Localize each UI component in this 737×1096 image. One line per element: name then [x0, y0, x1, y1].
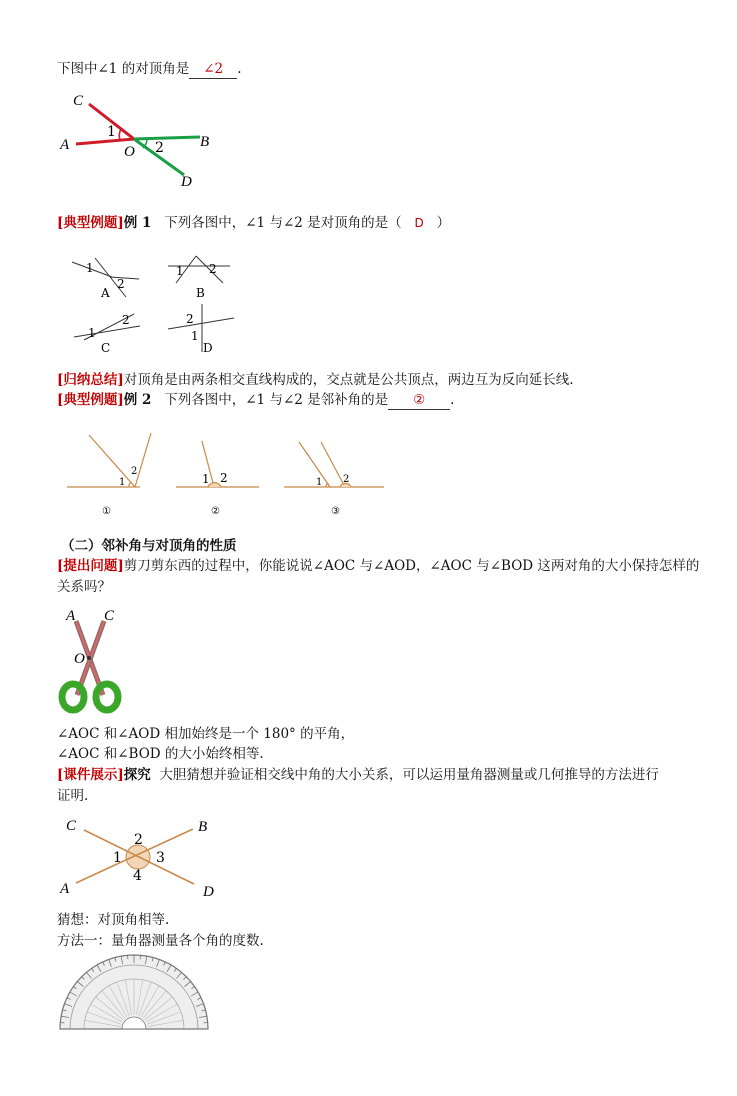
svg-text:2: 2 — [131, 466, 138, 477]
svg-text:1: 1 — [191, 329, 199, 343]
question-scissors-line2: 关系吗？ — [57, 579, 111, 595]
label-angle4: 4 — [133, 868, 142, 884]
svg-text:1: 1 — [88, 326, 96, 340]
answer-angle2: ∠2 — [203, 61, 224, 77]
label-D: D — [181, 174, 192, 190]
svg-text:1: 1 — [202, 472, 210, 486]
answer-2: ② — [413, 392, 426, 408]
svg-text:2: 2 — [122, 313, 130, 327]
result-line2: ∠AOC 和∠BOD 的大小始终相等. — [57, 746, 264, 762]
result-line1: ∠AOC 和∠AOD 相加始终是一个 180° 的平角， — [57, 726, 355, 742]
svg-text:2: 2 — [117, 277, 125, 291]
label-angle2: 2 — [134, 832, 143, 848]
question-vertical-angle: 下图中∠1 的对顶角是 ∠2 . — [57, 61, 242, 77]
label-D: D — [203, 884, 214, 900]
svg-text:1: 1 — [316, 477, 323, 488]
option-C: C — [101, 341, 111, 355]
label-A: A — [66, 608, 76, 624]
label-angle2: 2 — [155, 140, 164, 156]
example2: [典型例题]例 2 下列各图中，∠1 与∠2 是邻补角的是 ② . — [57, 392, 455, 408]
label-angle1: 1 — [107, 124, 116, 140]
guess: 猜想：对顶角相等. — [57, 912, 170, 928]
svg-text:1: 1 — [119, 477, 126, 488]
demo-line2: 证明. — [57, 788, 89, 804]
svg-text:2: 2 — [343, 474, 350, 485]
option-A: A — [101, 286, 110, 300]
summary: [归纳总结]对顶角是由两条相交直线构成的，交点就是公共顶点，两边互为反向延长线. — [57, 372, 574, 388]
caption-3: ③ — [331, 506, 340, 517]
label-O: O — [124, 144, 135, 160]
option-D: D — [203, 341, 213, 355]
question-scissors: [提出问题]剪刀剪东西的过程中，你能说说∠AOC 与∠AOD，∠AOC 与∠BOD 这两对角的大小保持怎样的 — [57, 558, 700, 574]
section-title: （二）邻补角与对顶角的性质 — [61, 538, 237, 554]
label-C: C — [73, 93, 84, 109]
caption-1: ① — [102, 506, 111, 517]
label-B: B — [200, 134, 210, 150]
caption-2: ② — [211, 506, 220, 517]
svg-text:2: 2 — [209, 262, 217, 276]
label-D: D — [67, 693, 78, 708]
method: 方法一：量角器测量各个角的度数. — [57, 933, 264, 949]
option-B: B — [196, 286, 205, 300]
label-angle3: 3 — [156, 850, 165, 866]
answer-D: D — [414, 216, 424, 230]
svg-text:1: 1 — [176, 264, 184, 278]
svg-text:2: 2 — [220, 471, 228, 485]
example1: [典型例题]例 1 下列各图中，∠1 与∠2 是对顶角的是（ D ） — [57, 215, 451, 231]
label-C: C — [66, 818, 77, 834]
label-B: B — [102, 693, 111, 708]
label-angle1: 1 — [113, 850, 122, 866]
demo: [课件展示]探究 大胆猜想并验证相交线中角的大小关系，可以运用量角器测量或几何推导的方法进行 — [57, 767, 659, 783]
label-O: O — [74, 651, 85, 667]
label-A: A — [60, 881, 70, 897]
svg-text:1: 1 — [86, 261, 94, 275]
label-C: C — [104, 608, 115, 624]
label-B: B — [198, 819, 208, 835]
label-A: A — [60, 137, 70, 153]
svg-text:2: 2 — [186, 312, 194, 326]
